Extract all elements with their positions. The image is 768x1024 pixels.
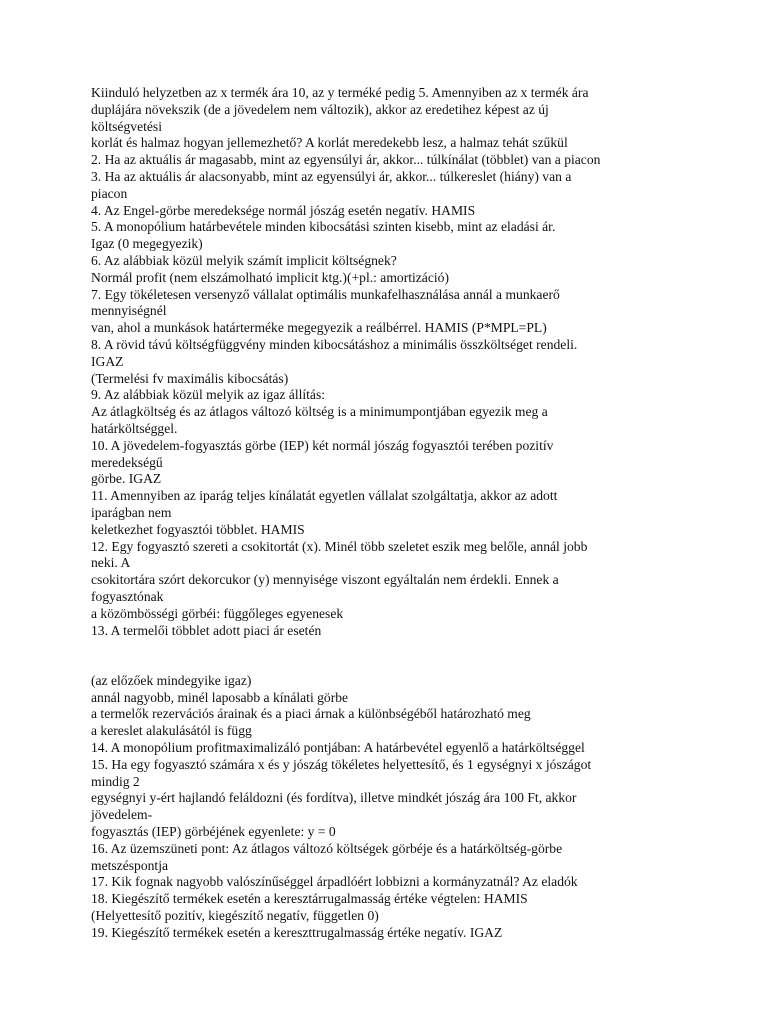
text-line: 19. Kiegészítő termékek esetén a kereszttrugalmasság értéke negatív. IGAZ [91, 924, 503, 940]
text-line: 11. Amennyiben az iparág teljes kínálatát egyetlen vállalat szolgáltatja, akkor az adott [91, 488, 558, 504]
text-line: IGAZ [91, 353, 124, 369]
text-line: határköltséggel. [91, 420, 178, 436]
text-line: Az átlagköltség és az átlagos változó költség is a minimumpontjában egyezik meg a [91, 404, 548, 420]
text-block-1 [91, 85, 691, 639]
text-line: Normál profit (nem elszámolható implicit ktg.)(+pl.: amortizáció) [91, 269, 449, 285]
text-line: (az előzőek mindegyike igaz) [91, 672, 252, 688]
text-line: van, ahol a munkások határterméke megegyezik a reálbérrel. HAMIS (P*MPL=PL) [91, 320, 547, 336]
text-line: 5. A monopólium határbevétele minden kibocsátási szinten kisebb, mint az eladási ár. [91, 219, 556, 235]
text-line: görbe. IGAZ [91, 471, 162, 487]
text-line: (Helyettesítő pozitív, kiegészítő negatív, független 0) [91, 908, 379, 924]
blank-gap [91, 639, 691, 673]
text-line: keletkezhet fogyasztói többlet. HAMIS [91, 521, 305, 537]
text-block-2 [91, 673, 691, 942]
text-line: 12. Egy fogyasztó szereti a csokitortát (x). Minél több szeletet eszik meg belőle, annál jobb [91, 538, 588, 554]
text-line: 14. A monopólium profitmaximalizáló pontjában: A határbevétel egyenlő a határköltséggel [91, 740, 585, 756]
text-line: 4. Az Engel-görbe meredeksége normál jószág esetén negatív. HAMIS [91, 202, 476, 218]
text-line: annál nagyobb, minél laposabb a kínálati görbe [91, 689, 349, 705]
text-line: 17. Kik fognak nagyobb valószínűséggel árpadlóért lobbizni a kormányzatnál? Az eladók [91, 874, 578, 890]
text-line: 13. A termelői többlet adott piaci ár esetén [91, 622, 322, 638]
text-line: Igaz (0 megegyezik) [91, 236, 203, 252]
text-line: 7. Egy tökéletesen versenyző vállalat optimális munkafelhasználása annál a munkaerő [91, 286, 560, 302]
text-line: csokitortára szórt dekorcukor (y) mennyisége viszont egyáltalán nem érdekli. Ennek a [91, 572, 559, 588]
text-line: 6. Az alábbiak közül melyik számít implicit költségnek? [91, 252, 397, 268]
text-line: 18. Kiegészítő termékek esetén a keresztárrugalmasság értéke végtelen: HAMIS [91, 891, 528, 907]
text-line: a közömbösségi görbéi: függőleges egyenesek [91, 605, 344, 621]
text-line: duplájára növekszik (de a jövedelem nem változik), akkor az eredetihez képest az új [91, 101, 549, 117]
text-line: 9. Az alábbiak közül melyik az igaz állítás: [91, 387, 326, 403]
text-line: neki. A [91, 555, 131, 571]
text-line: metszéspontja [91, 857, 169, 873]
text-line: (Termelési fv maximális kibocsátás) [91, 370, 289, 386]
text-line: 2. Ha az aktuális ár magasabb, mint az egyensúlyi ár, akkor... túlkínálat (többlet) van a piacon [91, 152, 601, 168]
text-line: költségvetési [91, 118, 162, 134]
text-line: piacon [91, 185, 128, 201]
text-line: meredekségű [91, 454, 163, 470]
text-line: 8. A rövid távú költségfüggvény minden kibocsátáshoz a minimális összköltséget rendeli. [91, 336, 578, 352]
document-page [91, 85, 691, 942]
text-line: 16. Az üzemszüneti pont: Az átlagos változó költségek görbéje és a határköltség-görbe [91, 840, 563, 856]
text-line: mindig 2 [91, 773, 140, 789]
text-line: egységnyi y-ért hajlandó feláldozni (és fordítva), illetve mindkét jószág ára 100 Ft, akkor [91, 790, 577, 806]
text-line: 10. A jövedelem-fogyasztás görbe (IEP) két normál jószág fogyasztói terében pozitív [91, 437, 554, 453]
text-line: 15. Ha egy fogyasztó számára x és y jószág tökéletes helyettesítő, és 1 egységnyi x jószágot [91, 756, 592, 772]
text-line: Kiinduló helyzetben az x termék ára 10, az y terméké pedig 5. Amennyiben az x termék ára [91, 85, 589, 100]
text-line: mennyiségnél [91, 303, 167, 319]
text-line: fogyasztás (IEP) görbéjének egyenlete: y = 0 [91, 824, 336, 840]
text-line: a kereslet alakulásától is függ [91, 723, 252, 739]
text-line: fogyasztónak [91, 588, 164, 604]
text-line: a termelők rezervációs árainak és a piaci árnak a különbségéből határozható meg [91, 706, 531, 722]
text-line: iparágban nem [91, 504, 172, 520]
text-line: 3. Ha az aktuális ár alacsonyabb, mint az egyensúlyi ár, akkor... túlkereslet (hiány) van a [91, 168, 572, 184]
text-line: korlát és halmaz hogyan jellemezhető? A korlát meredekebb lesz, a halmaz tehát szűkül [91, 135, 568, 151]
text-line: jövedelem- [91, 807, 153, 823]
